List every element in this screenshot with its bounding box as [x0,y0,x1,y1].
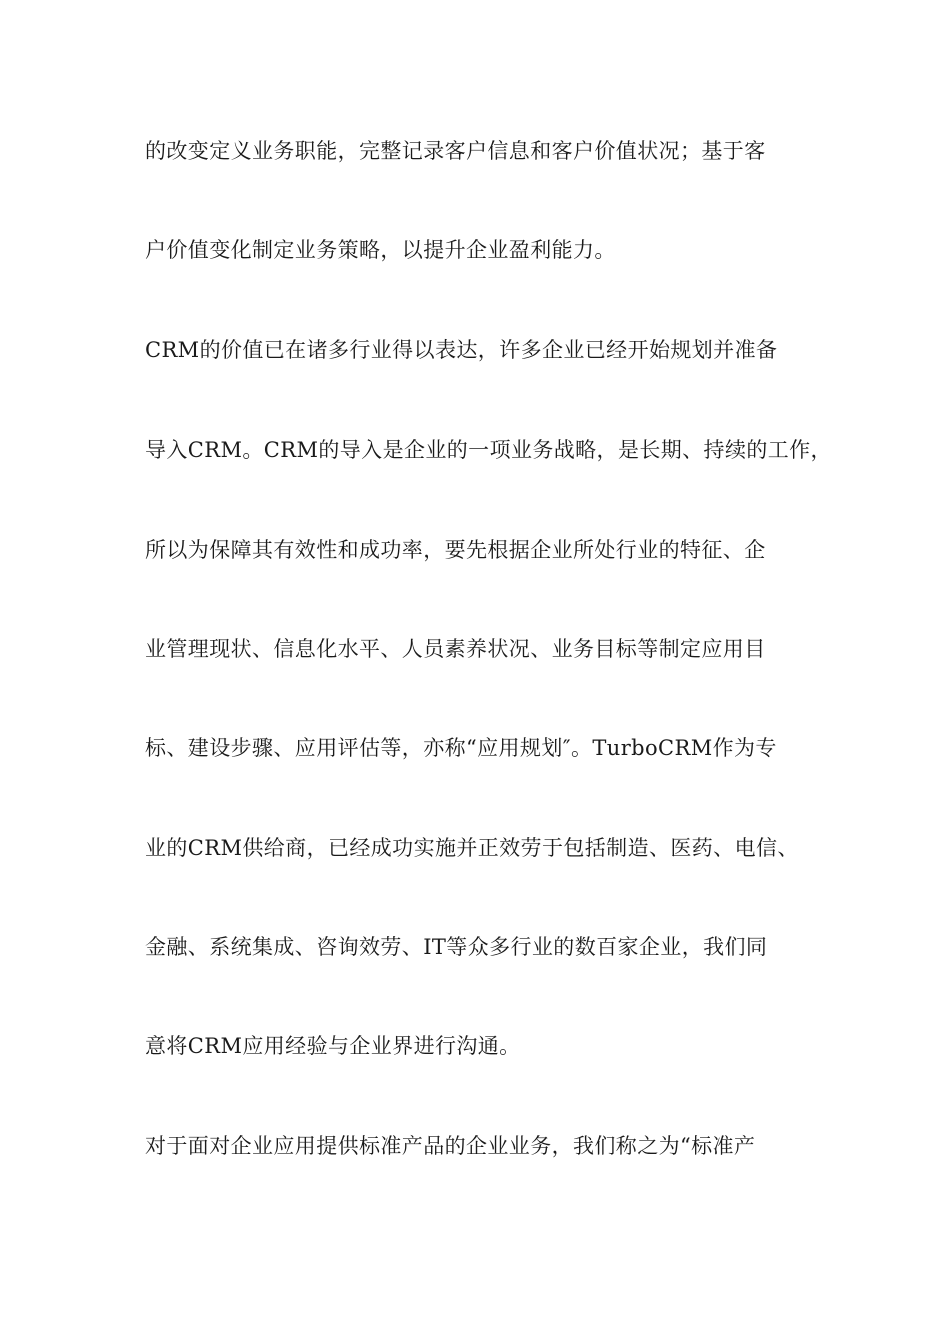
text-line-3: CRM的价值已在诸多行业得以表达，许多企业已经开始规划并准备 [145,338,778,362]
text-line-7: 标、建设步骤、应用评估等，亦称“应用规划″。TurboCRM作为专 [145,736,777,760]
text-line-11: 对于面对企业应用提供标准产品的企业业务，我们称之为“标准产 [145,1134,756,1158]
text-line-9: 金融、系统集成、咨询效劳、IT等众多行业的数百家企业，我们同 [145,935,768,959]
text-line-6: 业管理现状、信息化水平、人员素养状况、业务目标等制定应用目 [145,637,766,661]
text-line-10: 意将CRM应用经验与企业界进行沟通。 [145,1034,521,1058]
text-line-1: 的改变定义业务职能，完整记录客户信息和客户价值状况；基于客 [145,139,766,163]
text-line-2: 户价值变化制定业务策略，以提升企业盈利能力。 [145,238,616,262]
text-line-5: 所以为保障其有效性和成功率，要先根据企业所处行业的特征、企 [145,538,766,562]
text-line-8: 业的CRM供给商，已经成功实施并正效劳于包括制造、医药、电信、 [145,836,799,860]
text-line-4: 导入CRM。CRM的导入是企业的一项业务战略，是长期、持续的工作， [145,438,832,462]
